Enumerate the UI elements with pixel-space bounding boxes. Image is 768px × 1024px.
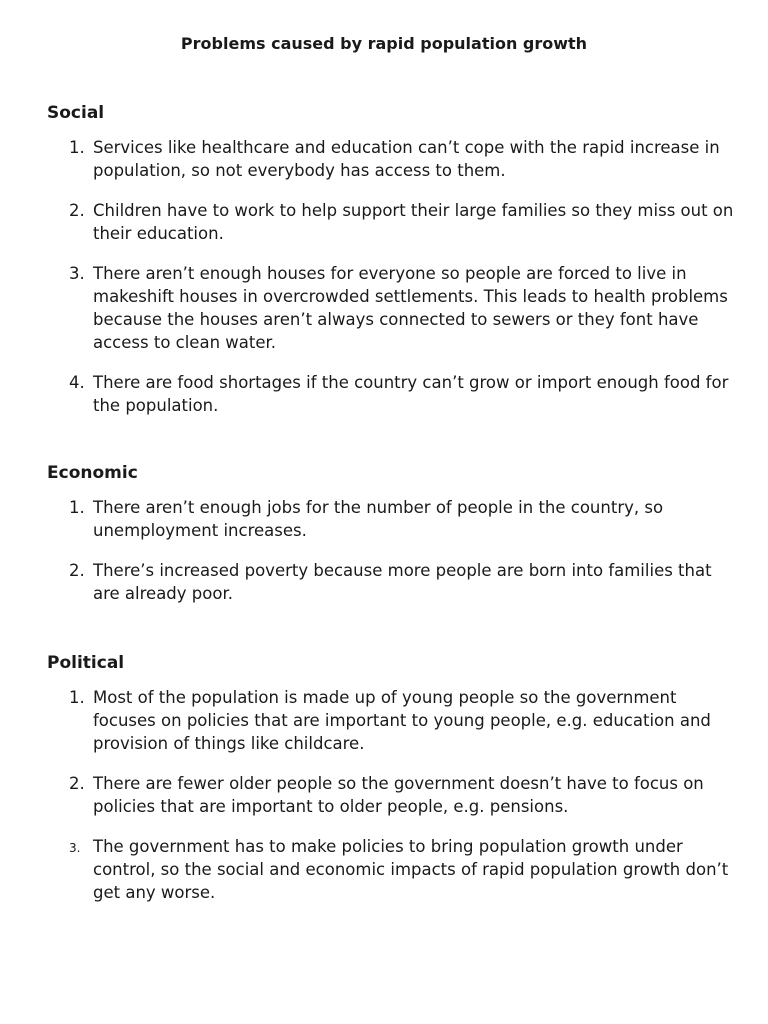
list-item-number: 1. — [69, 498, 85, 517]
section-heading: Political — [47, 653, 125, 673]
document-title: Problems caused by rapid population growth — [180, 34, 588, 53]
section-heading: Social — [47, 103, 105, 123]
list-item-text: There aren’t enough jobs for the number of people in the country, so unemployment increases. — [93, 498, 664, 540]
list-item-text: There are food shortages if the country can’t grow or import enough food for the population. — [93, 373, 729, 415]
list-item-text: There’s increased poverty because more people are born into families that are already poor. — [93, 561, 712, 603]
list-item-number: 1. — [69, 138, 85, 157]
list-item — [47, 686, 737, 755]
list-item-number: 1. — [69, 688, 85, 707]
list-item-text: The government has to make policies to bring population growth under control, so the social and economic impacts of rapid population growth don’t get any worse. — [93, 837, 729, 902]
list-item-number: 4. — [69, 373, 85, 392]
list-item-text: Children have to work to help support their large families so they miss out on their education. — [93, 201, 734, 243]
section-economic — [47, 462, 737, 622]
list-item-number: 3. — [69, 841, 81, 855]
list-item-text: Services like healthcare and education can’t cope with the rapid increase in population, so not everybody has access to them. — [93, 138, 720, 180]
list-item-number: 2. — [69, 201, 85, 220]
list-item — [47, 559, 737, 605]
list-item — [47, 262, 737, 354]
numbered-list — [47, 136, 737, 417]
list-item — [47, 772, 737, 818]
numbered-list — [47, 686, 737, 904]
list-item — [47, 496, 737, 542]
list-item-number: 3. — [69, 264, 85, 283]
list-item — [47, 835, 737, 904]
list-item-text: There aren’t enough houses for everyone so people are forced to live in makeshift houses in overcrowded settlements. This leads to health problems because the houses aren’t always connected to sewers or they font have access to clean water. — [93, 264, 728, 352]
list-item — [47, 199, 737, 245]
section-heading: Economic — [47, 463, 138, 483]
list-item-text: Most of the population is made up of young people so the government focuses on policies that are important to young people, e.g. education and provision of things like childcare. — [93, 688, 711, 753]
section-social — [47, 102, 737, 434]
list-item-number: 2. — [69, 774, 85, 793]
list-item-text: There are fewer older people so the government doesn’t have to focus on policies that are important to older people, e.g. pensions. — [93, 774, 704, 816]
numbered-list — [47, 496, 737, 605]
list-item-number: 2. — [69, 561, 85, 580]
list-item — [47, 371, 737, 417]
list-item — [47, 136, 737, 182]
section-political — [47, 652, 737, 921]
